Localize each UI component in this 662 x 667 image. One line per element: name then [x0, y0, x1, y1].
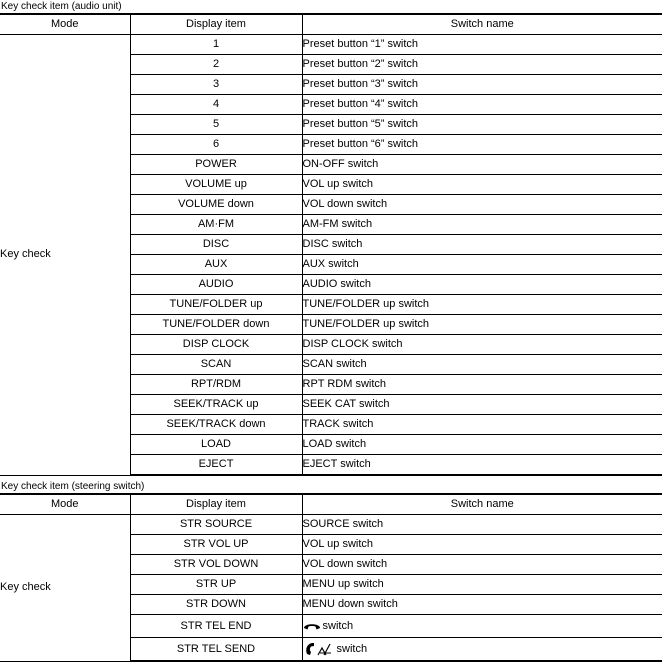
- switch-name-cell: Preset button “1” switch: [302, 35, 662, 55]
- display-item-cell: AUDIO: [130, 275, 302, 295]
- switch-name-cell: VOL down switch: [302, 555, 662, 575]
- display-item-cell: AM·FM: [130, 215, 302, 235]
- switch-name-cell: Preset button “2” switch: [302, 55, 662, 75]
- display-item-cell: DISP CLOCK: [130, 335, 302, 355]
- switch-name-cell: Preset button “3” switch: [302, 75, 662, 95]
- display-item-cell: SEEK/TRACK up: [130, 395, 302, 415]
- display-item-cell: RPT/RDM: [130, 375, 302, 395]
- display-item-cell: STR VOL DOWN: [130, 555, 302, 575]
- audio-unit-table-caption: Key check item (audio unit): [1, 1, 122, 12]
- table-row: [0, 35, 662, 55]
- display-item-cell: STR TEL SEND: [130, 638, 302, 662]
- display-item-cell: SEEK/TRACK down: [130, 415, 302, 435]
- phone-hangup-icon: [303, 621, 321, 631]
- switch-name-cell: DISC switch: [302, 235, 662, 255]
- switch-name-cell: Preset button “4” switch: [302, 95, 662, 115]
- display-item-cell: STR DOWN: [130, 595, 302, 615]
- display-item-cell: 6: [130, 135, 302, 155]
- steering-switch-key-check-table: [0, 493, 662, 662]
- switch-name-cell: TUNE/FOLDER up switch: [302, 295, 662, 315]
- switch-name-cell: MENU up switch: [302, 575, 662, 595]
- audio-unit-key-check-table: [0, 13, 662, 476]
- display-item-cell: STR VOL UP: [130, 535, 302, 555]
- display-item-cell: TUNE/FOLDER down: [130, 315, 302, 335]
- column-header-display-item: Display item: [130, 14, 302, 35]
- display-item-cell: STR SOURCE: [130, 515, 302, 535]
- switch-name-cell: TUNE/FOLDER up switch: [302, 315, 662, 335]
- display-item-cell: SCAN: [130, 355, 302, 375]
- switch-name-cell: VOL up switch: [302, 175, 662, 195]
- switch-name-label: switch: [336, 643, 368, 655]
- display-item-cell: STR UP: [130, 575, 302, 595]
- display-item-cell: STR TEL END: [130, 615, 302, 638]
- column-header-display-item: Display item: [130, 494, 302, 515]
- mode-cell: Key check: [0, 515, 130, 662]
- steering-switch-table-caption: Key check item (steering switch): [1, 481, 145, 492]
- display-item-cell: TUNE/FOLDER up: [130, 295, 302, 315]
- switch-name-cell: Preset button “6” switch: [302, 135, 662, 155]
- switch-name-cell: ON-OFF switch: [302, 155, 662, 175]
- display-item-cell: 2: [130, 55, 302, 75]
- display-item-cell: VOLUME down: [130, 195, 302, 215]
- mode-cell: Key check: [0, 35, 130, 476]
- column-header-mode: Mode: [0, 494, 130, 515]
- display-item-cell: 4: [130, 95, 302, 115]
- switch-name-cell: AUX switch: [302, 255, 662, 275]
- switch-name-cell: AUDIO switch: [302, 275, 662, 295]
- display-item-cell: POWER: [130, 155, 302, 175]
- phone-send-voice-icon: [303, 641, 335, 657]
- column-header-switch-name: Switch name: [302, 14, 662, 35]
- switch-name-cell: VOL down switch: [302, 195, 662, 215]
- switch-name-cell: [302, 638, 662, 662]
- display-item-cell: LOAD: [130, 435, 302, 455]
- table-header-row: [0, 14, 662, 35]
- switch-name-cell: Preset button “5” switch: [302, 115, 662, 135]
- switch-name-cell: SEEK CAT switch: [302, 395, 662, 415]
- display-item-cell: 3: [130, 75, 302, 95]
- column-header-mode: Mode: [0, 14, 130, 35]
- switch-name-cell: VOL up switch: [302, 535, 662, 555]
- switch-name-cell: [302, 615, 662, 638]
- table-row: [0, 515, 662, 535]
- display-item-cell: AUX: [130, 255, 302, 275]
- switch-name-cell: SCAN switch: [302, 355, 662, 375]
- switch-name-cell: MENU down switch: [302, 595, 662, 615]
- switch-name-cell: RPT RDM switch: [302, 375, 662, 395]
- switch-name-cell: LOAD switch: [302, 435, 662, 455]
- display-item-cell: VOLUME up: [130, 175, 302, 195]
- display-item-cell: EJECT: [130, 455, 302, 476]
- display-item-cell: 1: [130, 35, 302, 55]
- switch-name-cell: DISP CLOCK switch: [302, 335, 662, 355]
- switch-name-cell: EJECT switch: [302, 455, 662, 476]
- switch-name-cell: AM-FM switch: [302, 215, 662, 235]
- display-item-cell: DISC: [130, 235, 302, 255]
- display-item-cell: 5: [130, 115, 302, 135]
- switch-name-cell: SOURCE switch: [302, 515, 662, 535]
- switch-name-cell: TRACK switch: [302, 415, 662, 435]
- switch-name-label: switch: [322, 620, 354, 632]
- column-header-switch-name: Switch name: [302, 494, 662, 515]
- table-header-row: [0, 494, 662, 515]
